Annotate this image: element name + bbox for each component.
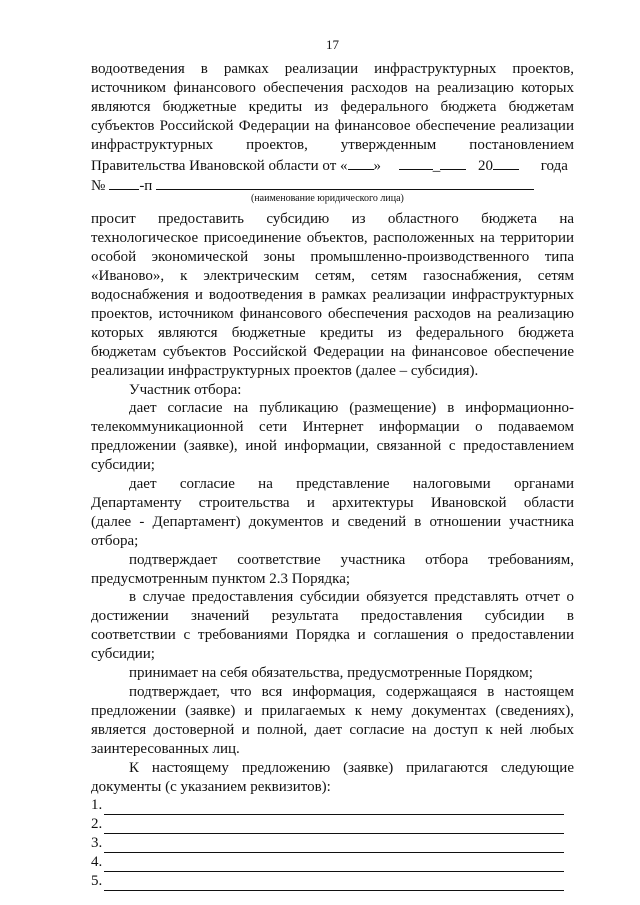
consent-publication-line: дает согласие на публикацию (размещение) в информационно- [129, 400, 574, 417]
para2-line: водоснабжения и водоотведения в рамках реализации инфраструктурных [91, 286, 574, 303]
month-blank [399, 155, 433, 170]
attachment-blank-line [104, 821, 564, 834]
report-line: соответствии с требованиями Порядка и соглашения о предоставлении [91, 627, 574, 644]
date-line-prefix: Правительства Ивановской области от « [91, 157, 348, 174]
day-blank [348, 155, 374, 170]
confirm-info-line: предложении (заявке) и прилагаемых к нему документах (сведениях), [91, 702, 574, 719]
month-blank-2 [440, 155, 466, 170]
consent-publication-line: телекоммуникационной сети Интернет информации о подаваемом [91, 419, 574, 436]
attachment-number: 2. [91, 816, 103, 833]
attachment-number: 1. [91, 797, 103, 814]
resolution-date-line [91, 155, 574, 176]
consent-tax-line: дает согласие на представление налоговыми органами [129, 476, 574, 493]
attachment-number: 5. [91, 872, 103, 889]
confirm-info-line: является достоверной и полной, дает согласие на доступ к ней любых [91, 721, 574, 738]
legal-entity-name-blank [156, 175, 534, 190]
para1-line: источником финансового обеспечения расходов на реализацию которых [91, 79, 574, 96]
attachment-blank-line [104, 802, 564, 815]
attachment-item [91, 872, 574, 891]
para2-line: просит предоставить субсидию из областного бюджета на [91, 211, 574, 228]
attachment-item [91, 796, 574, 815]
date-quote-close: » [373, 157, 382, 174]
date-dash: _ [432, 157, 441, 174]
report-line: достижении значений результата предоставления субсидии в [91, 608, 574, 625]
para2-line: бюджетам субъектов Российской Федерации на финансовое обеспечение [91, 343, 574, 360]
attachment-blank-line [104, 859, 564, 872]
consent-tax-last: отбора; [91, 532, 139, 549]
date-suffix: года [540, 157, 568, 174]
consent-tax-line: Департаменту строительства и архитектуры Ивановской области [91, 494, 574, 511]
confirm-info-line: подтверждает, что вся информация, содержащаяся в настоящем [129, 684, 574, 700]
attachment-blank-line [104, 878, 564, 891]
para1-line: водоотведения в рамках реализации инфраструктурных проектов, [91, 61, 574, 77]
consent-tax-line: (далее - Департамент) документов и сведений в отношении участника [91, 513, 574, 530]
confirm-requirements-line: подтверждает соответствие участника отбора требованиям, [129, 551, 574, 568]
confirm-requirements-last: предусмотренным пунктом 2.3 Порядка; [91, 570, 351, 587]
para2-line: которых являются бюджетные кредиты из федерального бюджета [91, 324, 574, 341]
attachment-item [91, 815, 574, 834]
attachment-number: 4. [91, 854, 103, 871]
report-line: в случае предоставления субсидии обязуется представлять отчет о [129, 589, 574, 606]
para2-line: особой экономической зоны промышленно-производственного типа [91, 249, 574, 266]
year-blank [493, 155, 519, 170]
attachments-line: К настоящему предложению (заявке) прилагаются следующие [129, 759, 574, 776]
attachment-item [91, 834, 574, 853]
page-number: 17 [326, 37, 339, 52]
para2-line: технологическое присоединение объектов, расположенных на территории [91, 230, 574, 247]
number-prefix: № [91, 178, 106, 195]
attachment-number: 3. [91, 835, 103, 852]
caption-row [91, 193, 574, 210]
para1-line: инфраструктурных проектов, утвержденным постановлением [91, 136, 574, 153]
document-body [91, 60, 574, 891]
confirm-info-last: заинтересованных лиц. [91, 740, 240, 757]
obligations-line: принимает на себя обязательства, предусмотренные Порядком; [129, 665, 533, 682]
report-last: субсидии; [91, 646, 155, 663]
para1-line: субъектов Российской Федерации на финансовое обеспечение реализации [91, 117, 574, 134]
attachment-blank-line [104, 840, 564, 853]
consent-publication-line: предложении (заявке), иной информации, связанной с предоставлением [91, 438, 574, 455]
para1-line: являются бюджетные кредиты из федерального бюджета бюджетам [91, 98, 574, 115]
consent-publication-last: субсидии; [91, 457, 155, 474]
attachments-last: документы (с указанием реквизитов): [91, 778, 331, 795]
attachment-item [91, 853, 574, 872]
legal-entity-caption: (наименование юридического лица) [251, 193, 404, 205]
para2-line-last: реализации инфраструктурных проектов (далее – субсидия). [91, 362, 479, 379]
para2-line: проектов, источником финансового обеспечения расходов на реализацию [91, 305, 574, 322]
date-year: 20 [478, 157, 494, 174]
participant-heading: Участник отбора: [129, 381, 242, 398]
number-blank [109, 175, 139, 190]
number-dash: -п [139, 178, 153, 195]
para2-line: «Иваново», к электрическим сетям, сетям газоснабжения, сетям [91, 268, 574, 285]
